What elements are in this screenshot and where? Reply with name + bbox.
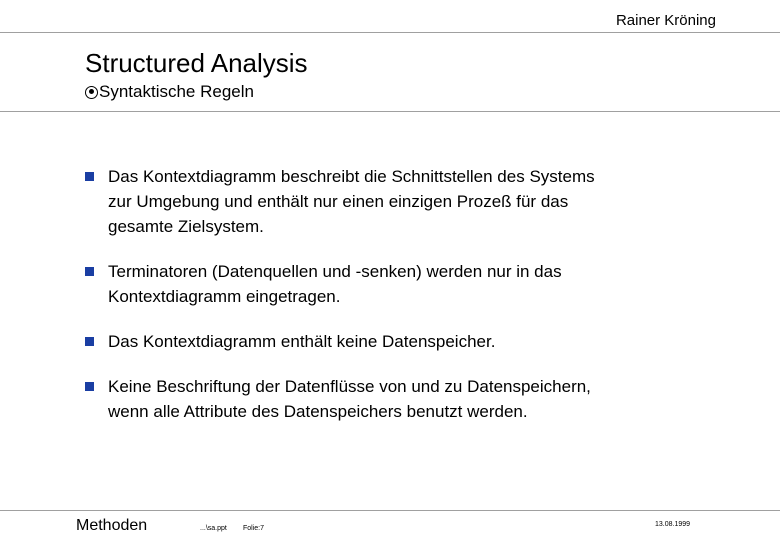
bullet-item <box>85 259 725 309</box>
author-name: Rainer Kröning <box>615 12 716 29</box>
title-divider <box>0 111 780 112</box>
footer-divider <box>0 510 780 511</box>
bullet-line: gesamte Zielsystem. <box>108 217 264 236</box>
bullet-line: wenn alle Attribute des Datenspeichers benutzt werden. <box>108 402 528 421</box>
footer-section: Methoden <box>76 517 148 534</box>
header-divider <box>0 32 780 33</box>
square-bullet-icon <box>85 172 94 181</box>
slide-title: Structured Analysis <box>85 48 308 78</box>
square-bullet-icon <box>85 337 94 346</box>
bullet-line: Das Kontextdiagramm beschreibt die Schnittstellen des Systems <box>108 167 595 186</box>
bullet-line: Terminatoren (Datenquellen und -senken) werden nur in das <box>108 262 562 281</box>
footer-date: 13.08.1999 <box>655 521 691 528</box>
square-bullet-icon <box>85 267 94 276</box>
bullet-item <box>85 329 725 354</box>
bullet-line: zur Umgebung und enthält nur einen einzigen Prozeß für das <box>108 192 569 211</box>
bullet-line: Das Kontextdiagramm enthält keine Datenspeicher. <box>108 332 496 351</box>
subtitle-text: Syntaktische Regeln <box>99 82 254 101</box>
bullet-list <box>85 164 725 444</box>
circle-dot-icon <box>85 86 98 99</box>
slide-subtitle <box>85 81 254 103</box>
bullet-line: Kontextdiagramm eingetragen. <box>108 287 341 306</box>
footer-file: ...\sa.ppt <box>200 525 227 532</box>
footer-page-number: Folie:7 <box>243 525 265 532</box>
bullet-item <box>85 164 725 239</box>
square-bullet-icon <box>85 382 94 391</box>
bullet-line: Keine Beschriftung der Datenflüsse von und zu Datenspeichern, <box>108 377 591 396</box>
bullet-item <box>85 374 725 424</box>
